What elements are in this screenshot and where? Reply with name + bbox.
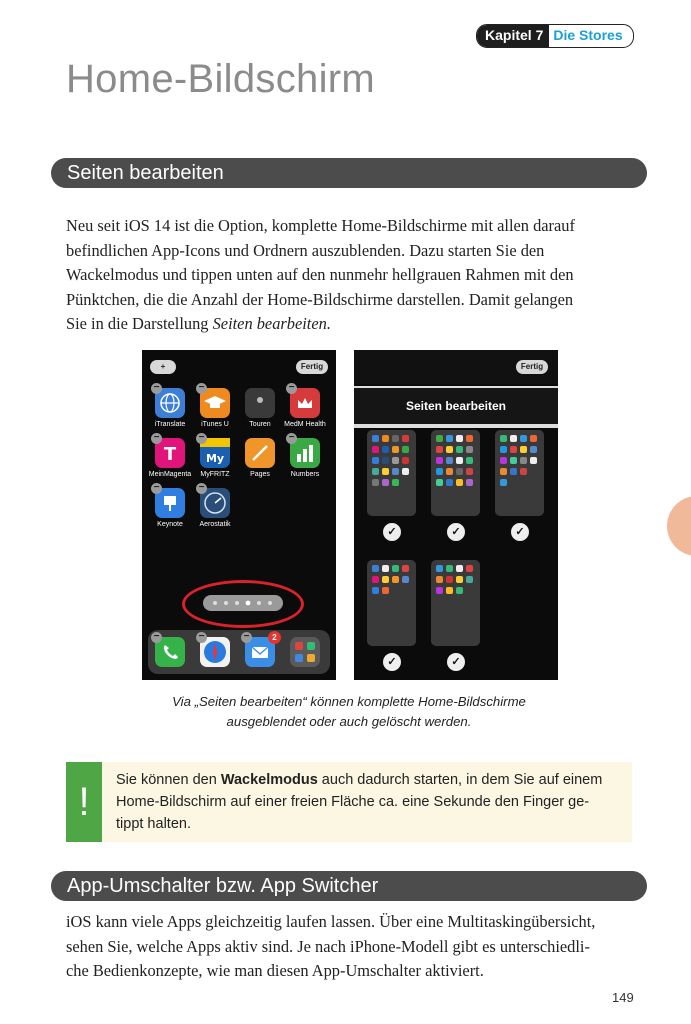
tip-text-part: auch dadurch starten, in dem Sie auf einem	[317, 772, 603, 788]
checkmark-icon[interactable]: ✓	[383, 653, 401, 671]
tip-bold: Wackelmodus	[220, 772, 318, 788]
remove-icon[interactable]: −	[286, 383, 297, 394]
page-thumbnail[interactable]	[495, 430, 544, 516]
checkmark-icon[interactable]: ✓	[511, 523, 529, 541]
page-dots-bar[interactable]	[203, 595, 283, 611]
app-label: iTunes U	[201, 421, 229, 428]
caption-line: ausgeblendet oder auch gelöscht werden.	[226, 714, 472, 729]
checkmark-icon[interactable]: ✓	[383, 523, 401, 541]
done-button[interactable]: Fertig	[296, 360, 328, 374]
chapter-name: Die Stores	[549, 25, 632, 47]
remove-icon[interactable]: −	[196, 483, 207, 494]
chapter-number: Kapitel 7	[477, 25, 549, 47]
page-title: Home-Bildschirm	[66, 57, 375, 101]
para-line: befindlichen App-Icons und Ordnern auszublenden. Dazu starten Sie den	[66, 240, 545, 260]
para-line: iOS kann viele Apps gleichzeitig laufen lassen. Über eine Multitaskingübersicht,	[66, 912, 596, 931]
remove-icon[interactable]: −	[241, 632, 252, 643]
app-label: MeinMagenta	[148, 471, 192, 478]
checkmark-icon[interactable]: ✓	[447, 523, 465, 541]
page-thumbnail[interactable]	[367, 430, 416, 516]
para-line: Neu seit iOS 14 ist die Option, komplette Home-Bildschirme mit allen darauf	[66, 216, 575, 235]
remove-icon[interactable]: −	[151, 483, 162, 494]
remove-icon[interactable]: −	[196, 433, 207, 444]
tip-text	[116, 769, 626, 835]
app-label: Aerostatik	[199, 521, 231, 528]
para-line	[66, 312, 632, 337]
remove-icon[interactable]: −	[151, 383, 162, 394]
remove-icon[interactable]: −	[151, 433, 162, 444]
exclamation-icon: !	[66, 762, 102, 842]
app-label: Pages	[250, 471, 270, 478]
caption-line: Via „Seiten bearbeiten“ können komplette Home-Bildschirme	[172, 694, 526, 709]
page-edge-tab	[667, 496, 691, 556]
app-label: iTranslate	[154, 421, 186, 428]
tip-line: tippt halten.	[116, 816, 191, 832]
edit-pages-header: Seiten bearbeiten	[354, 386, 558, 428]
pages-icon[interactable]	[245, 438, 275, 468]
checkmark-icon[interactable]: ✓	[447, 653, 465, 671]
app-label: Numbers	[290, 471, 320, 478]
right-phone-screenshot	[354, 350, 558, 680]
para-emphasis: Seiten bearbeiten.	[212, 314, 331, 333]
remove-icon[interactable]: −	[196, 632, 207, 643]
app-label: Keynote	[157, 521, 183, 528]
para-line: Pünktchen, die die Anzahl der Home-Bildschirme darstellen. Damit gelangen	[66, 289, 574, 309]
app-label: MyFRITZ	[200, 471, 230, 478]
section2-paragraph	[66, 910, 632, 984]
remove-icon[interactable]: −	[286, 433, 297, 444]
remove-icon[interactable]: −	[196, 383, 207, 394]
tip-line: Home-Bildschirm auf einer freien Fläche ca. eine Sekunde den Finger ge-	[116, 794, 590, 810]
left-phone-screenshot	[142, 350, 336, 680]
app-label: Touren	[249, 421, 271, 428]
done-button[interactable]: Fertig	[516, 360, 548, 374]
svg-text:T: T	[163, 444, 177, 465]
touren-icon[interactable]	[245, 388, 275, 418]
tip-line	[116, 769, 626, 791]
para-line: sehen Sie, welche Apps aktiv sind. Je nach iPhone-Modell gibt es unterschiedli-	[66, 936, 590, 956]
tip-text-part: Sie können den	[116, 772, 221, 788]
figure-caption	[66, 692, 632, 732]
mail-badge: 2	[268, 631, 281, 644]
plus-button[interactable]: +	[150, 360, 176, 374]
para-line: Wackelmodus und tippen unten auf den nunmehr hellgrauen Rahmen mit den	[66, 265, 574, 284]
para-text: Sie in die Darstellung	[66, 314, 213, 333]
section-heading-app-switcher: App-Umschalter bzw. App Switcher	[51, 871, 647, 901]
remove-icon[interactable]: −	[151, 632, 162, 643]
chapter-badge	[476, 24, 634, 48]
page-thumbnail[interactable]	[367, 560, 416, 646]
para-line: che Bedienkonzepte, wie man diesen App-Umschalter aktiviert.	[66, 961, 484, 980]
app-label: MedM Health	[284, 421, 326, 428]
page-thumbnail[interactable]	[431, 430, 480, 516]
folder-icon[interactable]	[290, 637, 320, 667]
section1-paragraph	[66, 214, 632, 337]
page-number: 149	[612, 990, 634, 1005]
section-heading-seiten: Seiten bearbeiten	[51, 158, 647, 188]
svg-text:My: My	[205, 452, 225, 465]
page-thumbnail[interactable]	[431, 560, 480, 646]
